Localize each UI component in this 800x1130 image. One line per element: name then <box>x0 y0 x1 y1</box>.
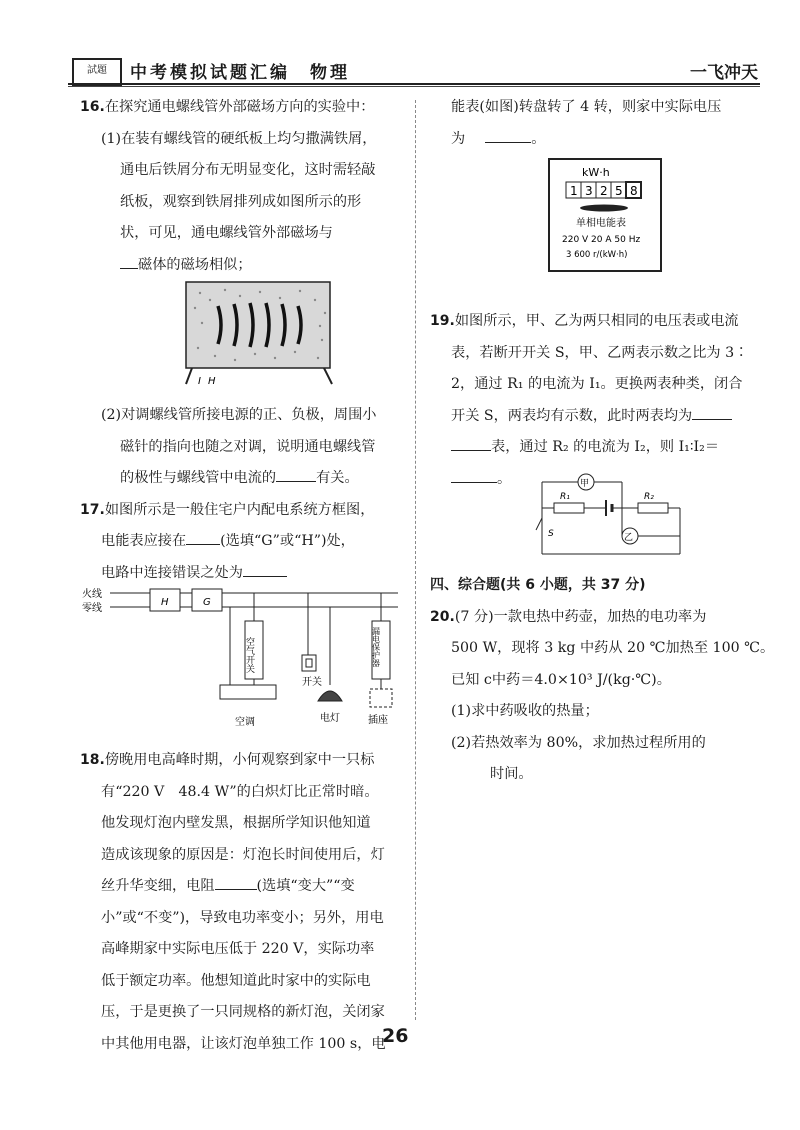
box-h-label: H <box>161 597 169 608</box>
q17-line3: 电路中连接错误之处为 <box>80 558 410 590</box>
lamp-label: 电灯 <box>320 713 340 724</box>
q17-line1: 17.如图所示是一般住宅户内配电系统方框图， <box>80 501 375 518</box>
q20-line4: (1)求中药吸收的热量； <box>451 703 599 719</box>
resistor-r2 <box>638 503 668 513</box>
meter-digit-4: 5 <box>615 184 623 198</box>
q18-line4: 造成该现象的原因是：灯泡长时间使用后，灯 <box>101 846 385 863</box>
solenoid-board <box>186 282 330 368</box>
left-column-2 <box>80 400 410 589</box>
q19-line1: 19.如图所示，甲、乙为两只相同的电压表或电流 <box>430 313 739 329</box>
header-rule-thin <box>68 86 760 87</box>
lamp-shade <box>318 691 342 701</box>
q19-line6: 。 <box>430 464 770 496</box>
q19-line4: 开关 S，两表均有示数，此时两表均为 <box>430 401 770 433</box>
meter-yi-label: 乙 <box>624 533 634 543</box>
q16-p2-line3: 的极性与螺线管中电流的 有关。 <box>80 463 410 495</box>
distribution-diagram <box>80 585 410 735</box>
q18-cont-line2: 为 。 <box>430 124 770 156</box>
meter-digits <box>566 182 641 198</box>
header-brand: 一飞冲天 <box>690 63 758 83</box>
label-left: I <box>198 376 201 387</box>
meter-digit-2: 3 <box>585 184 593 198</box>
q16-p1-line5: 磁体的磁场相似； <box>80 250 410 282</box>
meter-spec2: 3 600 r/(kW·h) <box>566 250 628 260</box>
socket-box <box>370 689 392 707</box>
q19-line2: 表，若断开开关 S，甲、乙两表示数之比为 3∶ <box>451 344 749 361</box>
live-wire-label: 火线 <box>82 589 102 600</box>
meter-digit-1: 1 <box>570 184 578 198</box>
meter-digit-5: 8 <box>630 184 638 198</box>
resistor-r1 <box>554 503 584 513</box>
q16-stem: 16.在探究通电螺线管外部磁场方向的实验中： <box>80 99 375 115</box>
column-divider <box>415 100 416 1020</box>
header-rule <box>68 83 760 85</box>
q16-p1-line2: 通电后铁屑分布无明显变化，这时需轻敲 <box>120 162 376 178</box>
neutral-wire-label: 零线 <box>82 603 102 614</box>
switch-inner <box>306 659 312 667</box>
meter-unit: kW·h <box>582 166 610 179</box>
meter-name: 单相电能表 <box>576 218 626 229</box>
leakage-label: 漏电保护器 <box>371 627 381 667</box>
q18-line10: 中其他用电器，让该灯泡单独工作 100 s，电 <box>101 1035 386 1052</box>
q16-p1-line1: (1)在装有螺线管的硬纸板上均匀撒满铁屑， <box>101 130 377 147</box>
q16-p1-line3: 纸板，观察到铁屑排列成如图所示的形 <box>120 193 362 210</box>
q18-line1: 18.傍晚用电高峰时期，小何观察到家中一只标 <box>80 752 375 768</box>
q18-line7: 高峰期家中实际电压低于 220 V，实际功率 <box>101 941 375 957</box>
ac-unit <box>220 685 276 699</box>
r2-label: R₂ <box>644 492 654 502</box>
box-g-label: G <box>203 597 211 608</box>
right-column-top <box>430 92 770 155</box>
header-logo: 試題 <box>72 58 122 86</box>
q20-line2: 500 W，现将 3 kg 中药从 20 ℃加热至 100 ℃。 <box>451 640 775 656</box>
q16-p1-line4: 状，可见，通电螺线管外部磁场与 <box>120 225 333 241</box>
q20-line6: 时间。 <box>490 766 533 782</box>
q20-line1: 20.(7 分)一款电热中药壶，加热的电功率为 <box>430 608 707 625</box>
q18-line5: 丝升华变细，电阻 (选填“变大”“变 <box>80 871 410 903</box>
q18-line9: 压，于是更换了一只同规格的新灯泡，关闭家 <box>101 1004 385 1020</box>
q18-line3: 他发现灯泡内壁发黑，根据所学知识他知道 <box>101 815 371 831</box>
q20-line5: (2)若热效率为 80%，求加热过程所用的 <box>451 734 706 751</box>
ac-label: 空调 <box>235 717 255 728</box>
q20-line3: 已知 c中药＝4.0×10³ J/(kg·℃)。 <box>451 671 671 688</box>
circuit-diagram <box>528 462 688 562</box>
electric-meter <box>548 158 662 272</box>
stand-leg-left <box>186 368 192 384</box>
meter-spec1: 220 V 20 A 50 Hz <box>562 235 641 245</box>
meter-jia-label: 甲 <box>580 479 590 489</box>
meter-digit-3: 2 <box>600 184 608 198</box>
switch-box <box>302 655 316 671</box>
label-right: H <box>208 376 216 387</box>
switch-label: 开关 <box>302 677 322 688</box>
q16-p2-line1: (2)对调螺线管所接电源的正、负极，周围小 <box>101 407 377 423</box>
q16-p2-line2: 磁针的指向也随之对调，说明通电螺线管 <box>120 438 376 455</box>
stand-leg-right <box>324 368 332 384</box>
q19-line3: 2，通过 R₁ 的电流为 I₁。更换两表种类，闭合 <box>451 376 743 392</box>
section-title: 四、综合题(共 6 小题，共 37 分) <box>430 577 646 593</box>
q18-line2: 有“220 V 48.4 W”的白炽灯比正常时暗。 <box>101 783 379 800</box>
socket-label: 插座 <box>368 715 388 726</box>
page-number: 26 <box>382 1025 409 1047</box>
q17-line2: 电能表应接在 (选填“G”或“H”)处， <box>80 526 410 558</box>
q18-line8: 低于额定功率。他想知道此时家中的实际电 <box>101 972 371 989</box>
q18-cont-line1: 能表(如图)转盘转了 4 转，则家中实际电压 <box>451 99 722 115</box>
header-title: 中考模拟试题汇编 物理 <box>130 63 350 83</box>
q19-line5: 表，通过 R₂ 的电流为 I₂，则 I₁∶I₂＝ <box>430 432 770 464</box>
switch-s <box>536 518 542 530</box>
solenoid-figure <box>180 278 340 390</box>
q20-block <box>430 570 775 791</box>
r1-label: R₁ <box>560 492 570 502</box>
q18-block <box>80 745 410 1060</box>
air-switch-label: 空气开关 <box>244 637 254 673</box>
meter-disc <box>580 205 628 212</box>
q18-line6: 小”或“不变”)，导致电功率变小；另外，用电 <box>101 909 384 926</box>
switch-label: S <box>548 529 554 539</box>
left-column <box>80 92 410 281</box>
